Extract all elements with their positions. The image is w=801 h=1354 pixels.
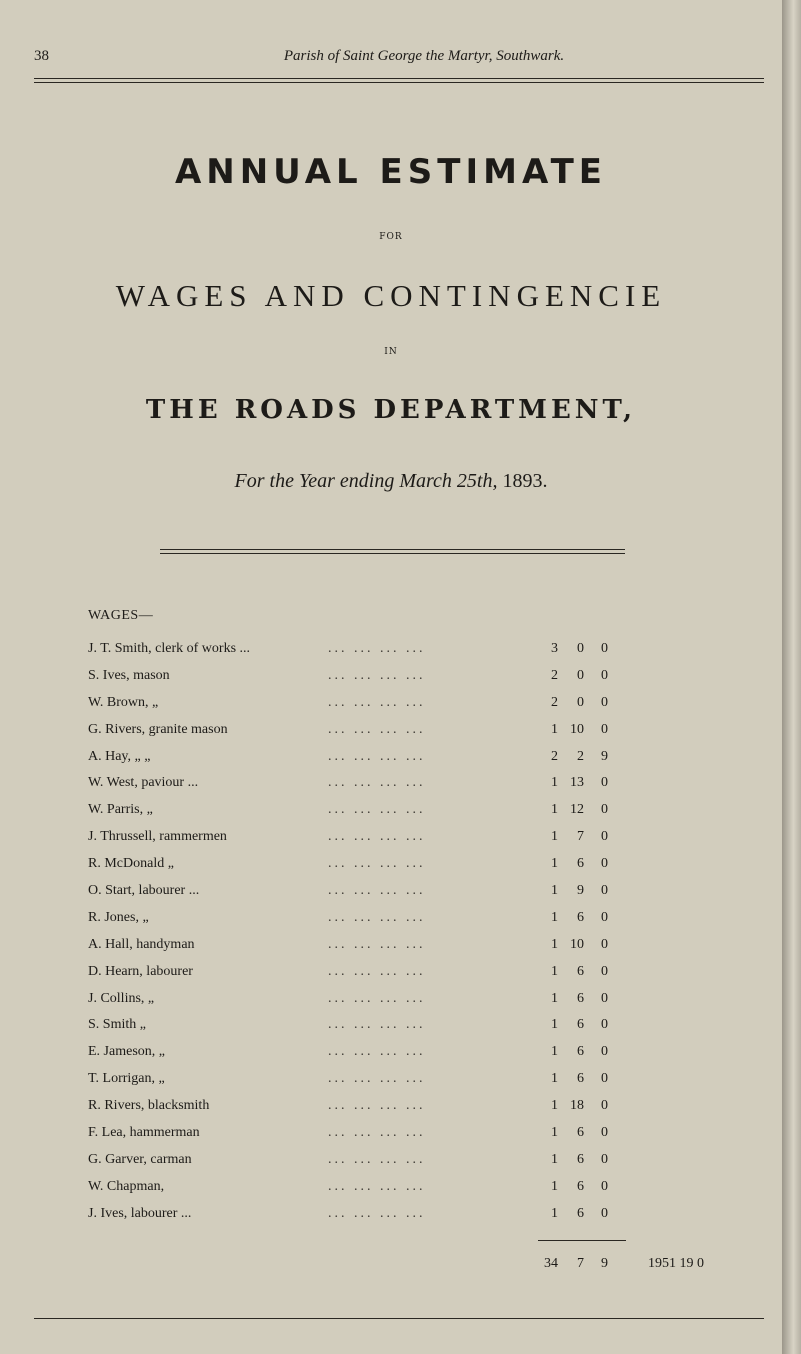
wage-shillings: 6 [577, 990, 584, 1006]
wage-shillings: 6 [577, 909, 584, 925]
total-shillings: 7 [577, 1256, 584, 1271]
wage-name: J. Collins, „ [88, 990, 155, 1006]
table-row [88, 1017, 778, 1044]
wage-shillings: 0 [577, 694, 584, 710]
wage-name: R. McDonald „ [88, 856, 174, 872]
wage-pence: 0 [601, 694, 608, 710]
wage-pence: 0 [601, 775, 608, 791]
wage-pence: 0 [601, 1125, 608, 1141]
wage-pounds: 1 [551, 829, 558, 845]
wage-pence: 0 [601, 721, 608, 737]
title-annual-estimate: ANNUAL ESTIMATE [174, 152, 608, 192]
wage-pence: 0 [601, 1178, 608, 1194]
table-row [88, 695, 778, 722]
title-year-ending [0, 470, 782, 493]
leader-dots: ... ... ... ... [328, 694, 426, 710]
table-row [88, 883, 778, 910]
wage-shillings: 10 [570, 721, 584, 737]
wage-pence: 0 [601, 1151, 608, 1167]
leader-dots: ... ... ... ... [328, 748, 426, 764]
leader-dots: ... ... ... ... [328, 990, 426, 1006]
wage-pounds: 1 [551, 721, 558, 737]
wage-shillings: 6 [577, 1151, 584, 1167]
wage-shillings: 6 [577, 963, 584, 979]
wage-pence: 0 [601, 856, 608, 872]
wage-pounds: 1 [551, 909, 558, 925]
wage-pence: 0 [601, 883, 608, 899]
wage-pounds: 1 [551, 936, 558, 952]
table-row [88, 1206, 778, 1233]
wage-name: R. Jones, „ [88, 909, 149, 925]
table-row [88, 1179, 778, 1206]
leader-dots: ... ... ... ... [328, 936, 426, 952]
wage-pounds: 1 [551, 802, 558, 818]
year-value: 1893. [502, 470, 548, 492]
totals-row [88, 1256, 778, 1280]
wage-name: J. Ives, labourer ... [88, 1205, 192, 1221]
wage-name: W. Chapman, [88, 1178, 165, 1194]
table-row [88, 937, 778, 964]
wage-pence: 0 [601, 1205, 608, 1221]
wage-pounds: 2 [551, 748, 558, 764]
table-row [88, 1152, 778, 1179]
leader-dots: ... ... ... ... [328, 963, 426, 979]
table-row [88, 802, 778, 829]
table-row [88, 1044, 778, 1071]
wage-shillings: 10 [570, 936, 584, 952]
wage-pence: 0 [601, 802, 608, 818]
wage-name: O. Start, labourer ... [88, 883, 200, 899]
wage-pence: 9 [601, 748, 608, 764]
page-number: 38 [34, 48, 49, 64]
wage-name: A. Hall, handyman [88, 936, 195, 952]
total-rule [538, 1240, 626, 1241]
wage-shillings: 0 [577, 667, 584, 683]
wage-name: F. Lea, hammerman [88, 1125, 200, 1141]
table-row [88, 910, 778, 937]
wage-name: J. Thrussell, rammermen [88, 829, 227, 845]
header-rule [34, 78, 764, 83]
wage-name: R. Rivers, blacksmith [88, 1098, 210, 1114]
wage-pounds: 1 [551, 775, 558, 791]
wage-pounds: 1 [551, 1071, 558, 1087]
wage-shillings: 2 [577, 748, 584, 764]
leader-dots: ... ... ... ... [328, 1044, 426, 1060]
leader-dots: ... ... ... ... [328, 1151, 426, 1167]
table-row [88, 641, 778, 668]
table-row [88, 991, 778, 1018]
leader-dots: ... ... ... ... [328, 1071, 426, 1087]
wage-pence: 0 [601, 909, 608, 925]
table-row [88, 775, 778, 802]
table-row [88, 856, 778, 883]
year-prefix: For the Year ending March 25th, [234, 470, 498, 492]
wage-pence: 0 [601, 667, 608, 683]
book-spine [782, 0, 801, 1354]
table-row [88, 722, 778, 749]
wage-pence: 0 [601, 829, 608, 845]
wage-shillings: 6 [577, 856, 584, 872]
wage-pence: 0 [601, 1017, 608, 1033]
leader-dots: ... ... ... ... [328, 909, 426, 925]
leader-dots: ... ... ... ... [328, 829, 426, 845]
table-row [88, 1098, 778, 1125]
leader-dots: ... ... ... ... [328, 1125, 426, 1141]
wage-name: W. Brown, „ [88, 694, 159, 710]
wage-pence: 0 [601, 990, 608, 1006]
wage-name: D. Hearn, labourer [88, 963, 193, 979]
title-rule [160, 549, 625, 554]
wages-table [88, 641, 778, 1233]
leader-dots: ... ... ... ... [328, 802, 426, 818]
wage-pounds: 1 [551, 1017, 558, 1033]
wage-pounds: 2 [551, 694, 558, 710]
wage-shillings: 7 [577, 829, 584, 845]
wage-shillings: 6 [577, 1017, 584, 1033]
leader-dots: ... ... ... ... [328, 667, 426, 683]
wage-pounds: 1 [551, 1205, 558, 1221]
wage-pence: 0 [601, 936, 608, 952]
section-heading-wages: WAGES— [88, 608, 154, 623]
wage-shillings: 6 [577, 1071, 584, 1087]
leader-dots: ... ... ... ... [328, 1178, 426, 1194]
leader-dots: ... ... ... ... [328, 721, 426, 737]
leader-dots: ... ... ... ... [328, 856, 426, 872]
leader-dots: ... ... ... ... [328, 775, 426, 791]
leader-dots: ... ... ... ... [328, 1098, 426, 1114]
wage-shillings: 6 [577, 1125, 584, 1141]
title-in: IN [384, 347, 398, 357]
wage-shillings: 6 [577, 1044, 584, 1060]
wage-name: A. Hay, „ „ [88, 748, 151, 764]
table-row [88, 1071, 778, 1098]
wage-pounds: 1 [551, 1125, 558, 1141]
table-row [88, 749, 778, 776]
grand-total: 1951 19 0 [648, 1256, 704, 1271]
wage-name: S. Ives, mason [88, 667, 170, 683]
table-row [88, 668, 778, 695]
wage-name: J. T. Smith, clerk of works ... [88, 641, 251, 656]
table-row [88, 1125, 778, 1152]
wage-shillings: 13 [570, 775, 584, 791]
wage-pounds: 1 [551, 990, 558, 1006]
page-header [34, 48, 754, 72]
wage-shillings: 18 [570, 1098, 584, 1114]
wage-name: W. West, paviour ... [88, 775, 199, 791]
wage-pence: 0 [601, 1098, 608, 1114]
wage-name: G. Rivers, granite mason [88, 721, 228, 737]
wage-pounds: 3 [551, 641, 558, 656]
wage-shillings: 9 [577, 883, 584, 899]
table-row [88, 829, 778, 856]
wage-pence: 0 [601, 1044, 608, 1060]
title-for: FOR [379, 232, 403, 242]
wage-pounds: 1 [551, 1178, 558, 1194]
running-title: Parish of Saint George the Martyr, Southwark. [283, 48, 565, 64]
wage-pounds: 1 [551, 1151, 558, 1167]
wage-pounds: 1 [551, 1098, 558, 1114]
wage-shillings: 12 [570, 802, 584, 818]
table-row [88, 964, 778, 991]
wage-shillings: 0 [577, 641, 584, 656]
wage-shillings: 6 [577, 1205, 584, 1221]
wage-name: W. Parris, „ [88, 802, 153, 818]
wage-pounds: 1 [551, 1044, 558, 1060]
wage-name: S. Smith „ [88, 1017, 146, 1033]
wage-shillings: 6 [577, 1178, 584, 1194]
wage-pence: 0 [601, 641, 608, 656]
wage-pence: 0 [601, 1071, 608, 1087]
total-pounds: 34 [544, 1256, 558, 1271]
wage-name: E. Jameson, „ [88, 1044, 165, 1060]
title-roads-department: THE ROADS DEPARTMENT, [145, 395, 637, 425]
leader-dots: ... ... ... ... [328, 1205, 426, 1221]
wage-pence: 0 [601, 963, 608, 979]
wage-pounds: 2 [551, 667, 558, 683]
footer-rule [34, 1318, 764, 1319]
wage-pounds: 1 [551, 963, 558, 979]
leader-dots: ... ... ... ... [328, 641, 426, 656]
wage-name: G. Garver, carman [88, 1151, 192, 1167]
wage-pounds: 1 [551, 856, 558, 872]
leader-dots: ... ... ... ... [328, 883, 426, 899]
wage-pounds: 1 [551, 883, 558, 899]
total-pence: 9 [601, 1256, 608, 1271]
title-wages-contingencies: WAGES AND CONTINGENCIE [115, 278, 667, 313]
leader-dots: ... ... ... ... [328, 1017, 426, 1033]
wage-name: T. Lorrigan, „ [88, 1071, 165, 1087]
